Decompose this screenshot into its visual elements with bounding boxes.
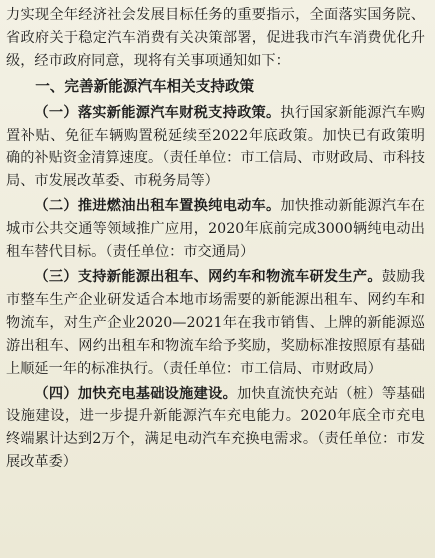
item-2-body: 加快推动新能源汽车在城市公共交通等领域推广应用，2020年底前完成3000辆纯电动出租车替代目标。（责任单位：市交通局）: [6, 198, 425, 261]
item-1-lead: （一）落实新能源汽车财税支持政策。: [34, 104, 281, 121]
item-2-lead: （二）推进燃油出租车置换纯电动车。: [34, 198, 281, 215]
section-heading-1: 一、完善新能源汽车相关支持政策: [35, 77, 255, 95]
item-2-paragraph: [6, 195, 425, 264]
item-4-body: 加快直流快充站（桩）等基础设施建设，进一步提升新能源汽车充电能力。2020年底全市充电终端累计达到2万个，满足电动汽车充换电需求。（责任单位：市发展改革委）: [6, 385, 425, 471]
item-3-body: 鼓励我市整车生产企业研发适合本地市场需要的新能源出租车、网约车和物流车，对生产企业2020—2021年在我市销售、上牌的新能源巡游出租车、网约出租车和物流车给予奖励，奖励标准按照原有基础上顺延一年的标准执行。（责任单位：市工信局、市财政局）: [6, 268, 425, 377]
item-1-body: 执行国家新能源汽车购置补贴、免征车辆购置税延续至2022年底政策。加快已有政策明确的补贴资金清算速度。（责任单位：市工信局、市财政局、市科技局、市发展改革委、市税务局等）: [6, 104, 425, 190]
item-4-paragraph: [6, 383, 425, 475]
item-3-paragraph: [6, 266, 425, 381]
item-4-lead: （四）加快充电基础设施建设。: [34, 385, 238, 402]
item-3-lead: （三）支持新能源出租车、网约车和物流车研发生产。: [34, 268, 382, 285]
intro-paragraph: 力实现全年经济社会发展目标任务的重要指示，全面落实国务院、省政府关于稳定汽车消费有关决策部署，促进我市汽车消费优化升级，经市政府同意，现将有关事项通知如下：: [6, 7, 425, 69]
item-1-paragraph: [6, 102, 425, 194]
